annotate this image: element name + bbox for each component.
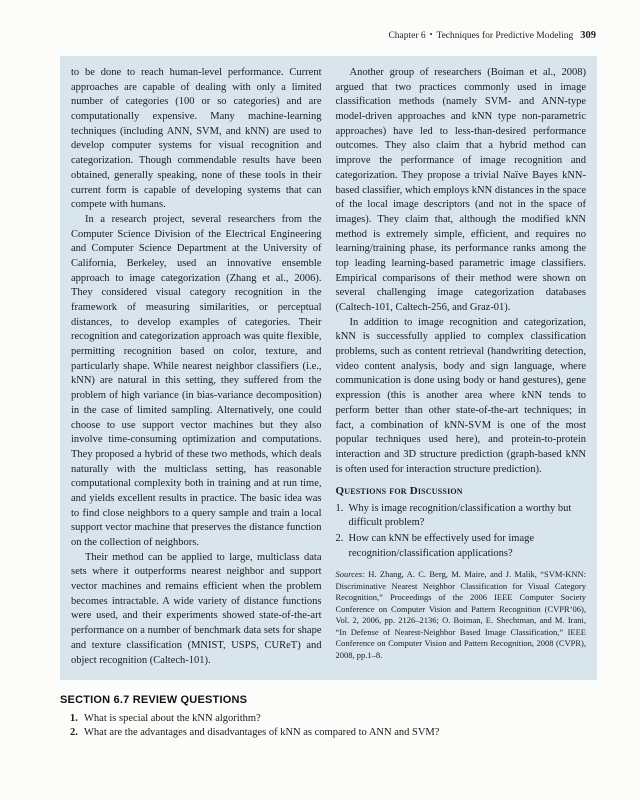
discussion-question bbox=[336, 532, 587, 561]
question-number: 1. bbox=[335, 502, 344, 514]
review-question bbox=[70, 727, 596, 738]
paragraph-continuation: to be done to reach human-level performance. Current approaches are capable of dealing with only a limited number of categories (100 or so categories) and are computationally expensive. Many machine-learning techniques (including ANN, SVM, and kNN) are used to develop computer systems for visual recognition and categorization. Though commendable results have been obtained, generally speaking, none of these tools in their current form is capable of developing systems that can compete with humans. bbox=[71, 67, 322, 211]
review-question bbox=[70, 713, 596, 724]
chapter-label: Chapter 6 bbox=[388, 31, 426, 41]
page-number: 309 bbox=[580, 30, 596, 41]
sources-label: Sources: bbox=[335, 569, 365, 580]
paragraph: Another group of researchers (Boiman et al., 2008) argued that two practices commonly used in image classification methods (namely SVM- and ANN-type model-driven approaches and kNN type non-parametric approaches) have led to less-than-desired performance outcomes. They also claim that a hybrid method can improve the performance of image recognition and categorization. They propose a trivial Naïve Bayes kNN-based classifier, which employs kNN distances in the space of the local image descriptors (and not in the space of images). They claim that, although the modified kNN method is extremely simple, efficient, and requires no learning/training phase, its performance ranks among the top leading learning-based parametric image classifiers. Empirical comparisons of their method were shown on several challenging image categorization databases (Caltech-101, Caltech-256, and Graz-01). bbox=[335, 67, 586, 313]
paragraph: In addition to image recognition and categorization, kNN is successfully applied to complex classification problems, such as content retrieval (handwriting detection, video content analysis, body and sign language, where communication is done using body or hand gestures), gene expression (this is another area where kNN tends to perform better than other state-of-the-art techniques; in fact, a combination of kNN-SVM is one of the most popular techniques used here), and protein-to-protein interaction and 3D structure prediction (graph-based kNN is often used for interaction structure prediction). bbox=[335, 316, 586, 475]
question-number: 2. bbox=[335, 533, 344, 545]
left-column bbox=[71, 66, 322, 668]
question-text: What is special about the kNN algorithm? bbox=[84, 713, 261, 725]
question-number: 1. bbox=[70, 713, 78, 725]
questions-for-discussion-heading: Questions for Discussion bbox=[335, 485, 463, 498]
discussion-question-list bbox=[336, 502, 587, 562]
discussion-question bbox=[336, 502, 587, 531]
application-case-box bbox=[60, 56, 597, 680]
separator-bullet: • bbox=[429, 30, 433, 39]
right-column bbox=[336, 66, 587, 668]
paragraph: Their method can be applied to large, multiclass data sets where it outperforms nearest neighbor and support vector machines and remains efficient when the problem becomes intractable. A wide variety of distance functions were used, and their experiments showed state-of-the-art performance on a number of benchmark data sets for shape and texture classification (MNIST, USPS, CUReT) and object recognition (Caltech-101). bbox=[71, 551, 322, 666]
question-text: How can kNN be effectively used for image recognition/classification applications? bbox=[348, 533, 535, 559]
question-text: Why is image recognition/classification a worthy but difficult problem? bbox=[348, 502, 572, 529]
chapter-title: Techniques for Predictive Modeling bbox=[436, 31, 574, 41]
paragraph: In a research project, several researchers from the Computer Science Division of the Electrical Engineering and Computer Science Department at the University of California, Berkeley, used an innovative ensemble approach to image categorization (Zhang et al., 2006). They considered visual category recognition in the framework of measuring similarities, or perceptual distances, to develop examples of categories. Their recognition and categorization approach was quite flexible, permitting recognition based on color, texture, and particularly shape. While nearest neighbor classifiers (i.e., kNN) are natural in this setting, they suffered from the problem of high variance (in bias-variance decomposition) in the case of limited sampling. Alternatively, one could choose to use support vector machines but they also involve time-consuming optimization and computations. They proposed a hybrid of these two methods, which deals naturally with the multiclass setting, has reasonable computational complexity both in training and at run time, and yields excellent results in practice. The basic idea was to find close neighbors to a query sample and train a local support vector machine that preserves the distance function on the collection of neighbors. bbox=[71, 213, 322, 548]
review-question-list bbox=[70, 713, 596, 738]
question-text: What are the advantages and disadvantages of kNN as compared to ANN and SVM? bbox=[84, 727, 440, 739]
sources-note bbox=[336, 569, 587, 661]
review-questions-section bbox=[60, 694, 596, 738]
sources-text: H. Zhang, A. C. Berg, M. Maire, and J. Malik, “SVM-KNN: Discriminative Nearest Neighbor Classification for Visual Category Recognition,” Proceedings of the 2006 IEEE Computer Society Conference on Computer Vision and Pattern Recognition (CVPR’06), Vol. 2, 2006, pp. 2126–2136; O. Boiman, E. Shechtman, and M. Irani, “In Defense of Nearest-Neighbor Based Image Classification,” IEEE Conference on Computer Vision and Pattern Recognition, 2008 (CVPR), 2008, pp.1–8. bbox=[335, 569, 587, 660]
page-header bbox=[0, 30, 640, 42]
review-section-heading: SECTION 6.7 REVIEW QUESTIONS bbox=[60, 694, 248, 707]
question-number: 2. bbox=[70, 727, 78, 739]
